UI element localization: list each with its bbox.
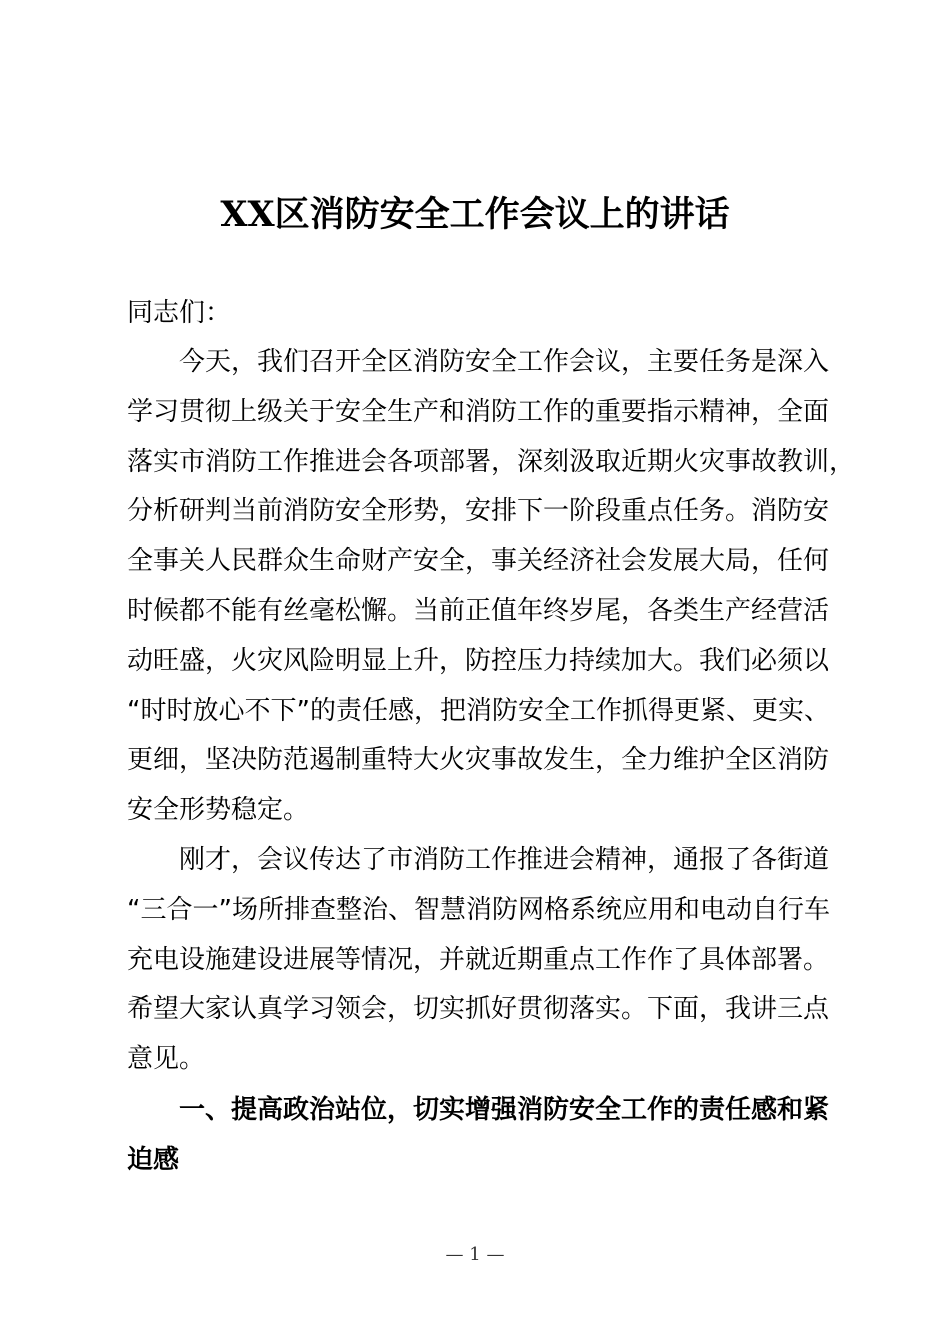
para1-line: 分析研判当前消防安全形势，安排下一阶段重点任务。消防安 bbox=[127, 496, 830, 527]
para1-line: 时候都不能有丝毫松懈。当前正值年终岁尾，各类生产经营活 bbox=[127, 596, 830, 626]
para1-line: 今天，我们召开全区消防安全工作会议，主要任务是深入 bbox=[179, 347, 830, 377]
para1-line: 落实市消防工作推进会各项部署，深刻汲取近期火灾事故教训， bbox=[127, 446, 856, 477]
para2-line: 意见。 bbox=[127, 1044, 206, 1075]
heading1-line: 迫感 bbox=[127, 1144, 180, 1175]
para1-line: 动旺盛，火灾风险明显上升，防控压力持续加大。我们必须以 bbox=[127, 645, 830, 676]
para2-line: 希望大家认真学习领会，切实抓好贯彻落实。下面，我讲三点 bbox=[127, 994, 830, 1025]
para1-line: “时时放心不下”的责任感，把消防安全工作抓得更紧、更实、 bbox=[127, 695, 830, 726]
para2-line: “三合一”场所排查整治、智慧消防网格系统应用和电动自行车 bbox=[127, 894, 830, 925]
para2-line: 刚才，会议传达了市消防工作推进会精神，通报了各街道 bbox=[179, 845, 830, 875]
para2-line: 充电设施建设进展等情况，并就近期重点工作作了具体部署。 bbox=[127, 944, 830, 975]
page-number: — 1 — bbox=[445, 1244, 505, 1265]
para1-line: 更细，坚决防范遏制重特大火灾事故发生，全力维护全区消防 bbox=[127, 745, 830, 776]
para1-line: 全事关人民群众生命财产安全，事关经济社会发展大局，任何 bbox=[127, 546, 830, 577]
document-title: XX区消防安全工作会议上的讲话 bbox=[220, 194, 730, 235]
para1-line: 安全形势稳定。 bbox=[127, 795, 310, 826]
heading1-line: 一、提高政治站位，切实增强消防安全工作的责任感和紧 bbox=[179, 1095, 830, 1125]
para1-line: 学习贯彻上级关于安全生产和消防工作的重要指示精神，全面 bbox=[127, 396, 830, 427]
salutation: 同志们： bbox=[127, 298, 232, 328]
